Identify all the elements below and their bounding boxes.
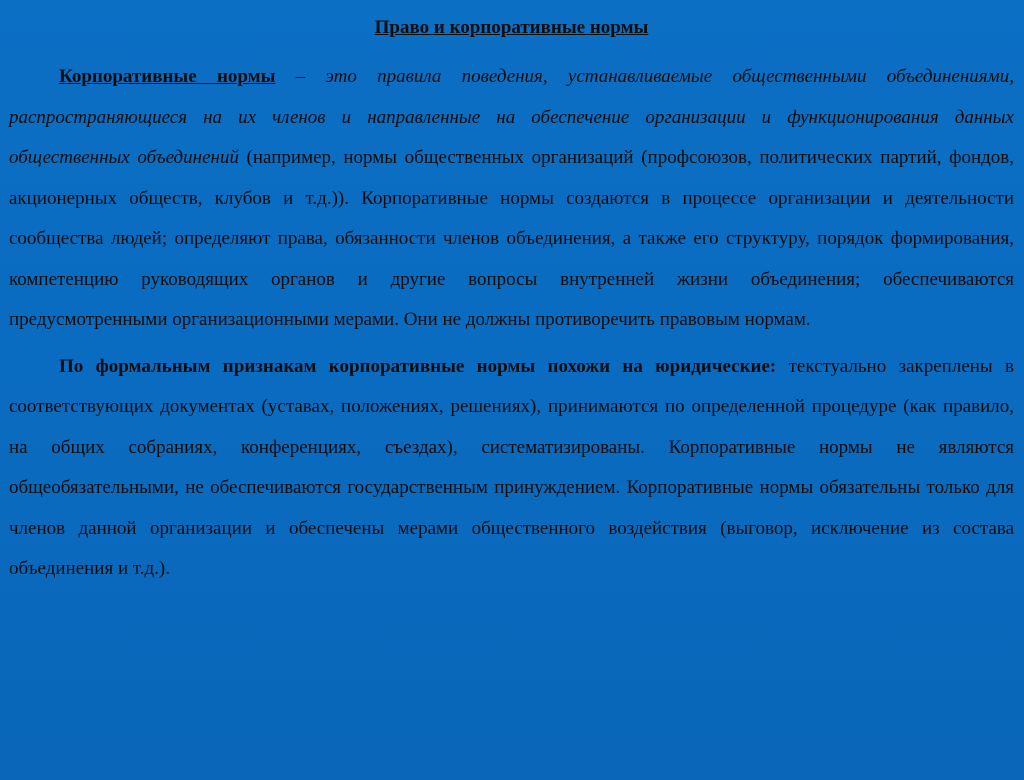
slide [0, 13, 1024, 780]
paragraph-2-body: текстуально закреплены в соответствующих документах (уставах, положениях, решениях), принимаются по определенной процедуре (как правило, на общих собраниях, конференциях, съездах), систематизированы. Корпоративные нормы не являются общеобязательными, не обеспечиваются государственным принуждением. Корпоративные нормы обязательны только для членов данной организации и обеспечены мерами общественного воздействия (выговор, исключение из состава объединения и т.д.). [9, 355, 1014, 579]
term-corporate-norms: Корпоративные нормы [59, 66, 276, 87]
definition-text: – это правила поведения, устанавливаемые общественными объединениями, распространяющиеся на их членов и направленные на обеспечение организации и функционирования данных общественных объединений [9, 66, 1014, 168]
formal-features-lead: По формальным признакам корпоративные нормы похожи на юридические: [59, 355, 777, 377]
paragraph-definition [9, 57, 1014, 341]
paragraph-1-body: (например, нормы общественных организаций (профсоюзов, политических партий, фондов, акционерных обществ, клубов и т.д.)). Корпоративные нормы создаются в процессе организации и деятельности сообщества людей; определяют права, обязанности членов объединения, а также его структуру, порядок формирования, компетенцию руководящих органов и другие вопросы внутренней жизни объединения; обеспечиваются предусмотренными организационными мерами. Они не должны противоречить правовым нормам. [9, 147, 1015, 330]
slide-title: Право и корпоративные нормы [374, 17, 649, 38]
paragraph-formal-features [9, 347, 1014, 590]
